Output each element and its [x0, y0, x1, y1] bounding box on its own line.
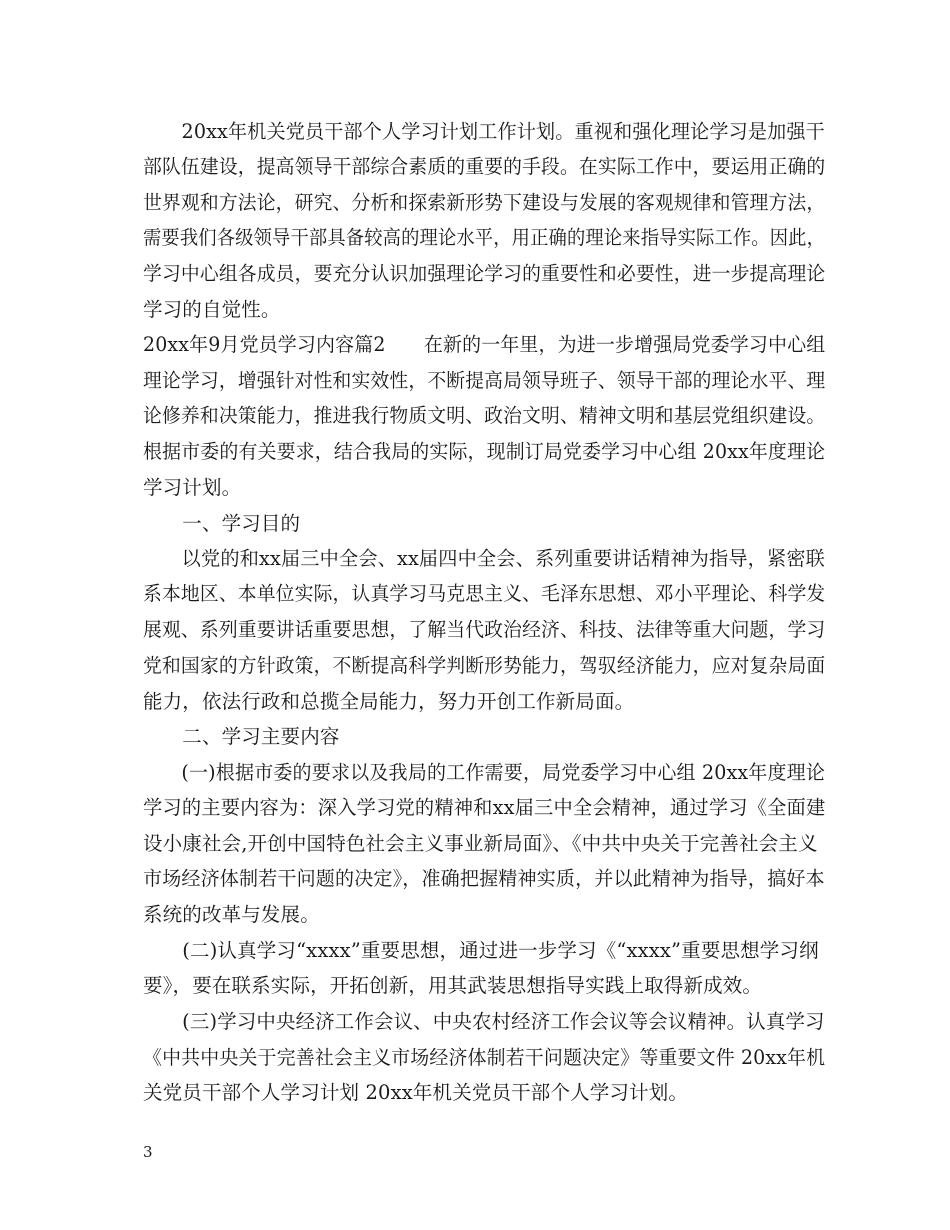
- text-line: 系本地区、本单位实际，认真学习马克思主义、毛泽东思想、邓小平理论、科学发: [143, 582, 826, 605]
- section-heading-line: 20xx年9月党员学习内容篇2 在新的一年里，为进一步增强局党委学习中心组: [143, 333, 826, 356]
- page-number: 3: [143, 1143, 153, 1161]
- text-line: 学习的主要内容为：深入学习党的精神和xx届三中全会精神，通过学习《全面建: [143, 796, 826, 819]
- section-heading: 一、学习目的: [143, 512, 301, 535]
- text-line: 论修养和决策能力，推进我行物质文明、政治文明、精神文明和基层党组织建设。: [143, 404, 826, 427]
- text-line: 系统的改革与发展。: [143, 903, 320, 926]
- text-line: 能力，依法行政和总揽全局能力，努力开创工作新局面。: [143, 690, 635, 713]
- text-line: 市场经济体制若干问题的决定》，准确把握精神实质，并以此精神为指导，搞好本: [143, 867, 825, 890]
- text-line: 理论学习，增强针对性和实效性，不断提高局领导班子、领导干部的理论水平、理: [143, 369, 826, 392]
- text-line: 部队伍建设，提高领导干部综合素质的重要的手段。在实际工作中，要运用正确的: [143, 155, 826, 178]
- text-line: (三)学习中央经济工作会议、中央农村经济工作会议等会议精神。认真学习: [143, 1010, 825, 1033]
- text-line: 学习的自觉性。: [143, 298, 281, 321]
- text-line: 《中共中央关于完善社会主义市场经济体制若干问题决定》等重要文件 20xx年机: [143, 1046, 826, 1069]
- text-line: 世界观和方法论，研究、分析和探索新形势下建设与发展的客观规律和管理方法，: [143, 191, 826, 214]
- text-line: 学习中心组各成员，要充分认识加强理论学习的重要性和必要性，进一步提高理论: [143, 262, 826, 285]
- text-line: 学习计划。: [143, 476, 242, 499]
- text-line: 20xx年机关党员干部个人学习计划工作计划。重视和强化理论学习是加强干: [143, 120, 825, 143]
- text-line: 需要我们各级领导干部具备较高的理论水平，用正确的理论来指导实际工作。因此，: [143, 226, 826, 249]
- text-line: 以党的和xx届三中全会、xx届四中全会、系列重要讲话精神为指导，紧密联: [143, 547, 826, 570]
- text-line: 要》，要在联系实际，开拓创新，用其武装思想指导实践上取得新成效。: [143, 974, 763, 997]
- text-line: 关党员干部个人学习计划 20xx年机关党员干部个人学习计划。: [143, 1081, 689, 1104]
- text-line: (一)根据市委的要求以及我局的工作需要，局党委学习中心组 20xx年度理论: [143, 761, 826, 784]
- text-line: 党和国家的方针政策，不断提高科学判断形势能力，驾驭经济能力，应对复杂局面: [143, 654, 826, 677]
- section-heading: 二、学习主要内容: [143, 725, 340, 748]
- text-line: (二)认真学习“xxxx”重要思想，通过进一步学习《“xxxx”重要思想学习纲: [143, 939, 819, 962]
- text-line: 展观、系列重要讲话重要思想，了解当代政治经济、科技、法律等重大问题，学习: [143, 618, 826, 641]
- text-line: 根据市委的有关要求，结合我局的实际，现制订局党委学习中心组 20xx年度理论: [143, 440, 826, 463]
- text-line: 设小康社会,开创中国特色社会主义事业新局面》、《中共中央关于完善社会主义: [143, 832, 818, 855]
